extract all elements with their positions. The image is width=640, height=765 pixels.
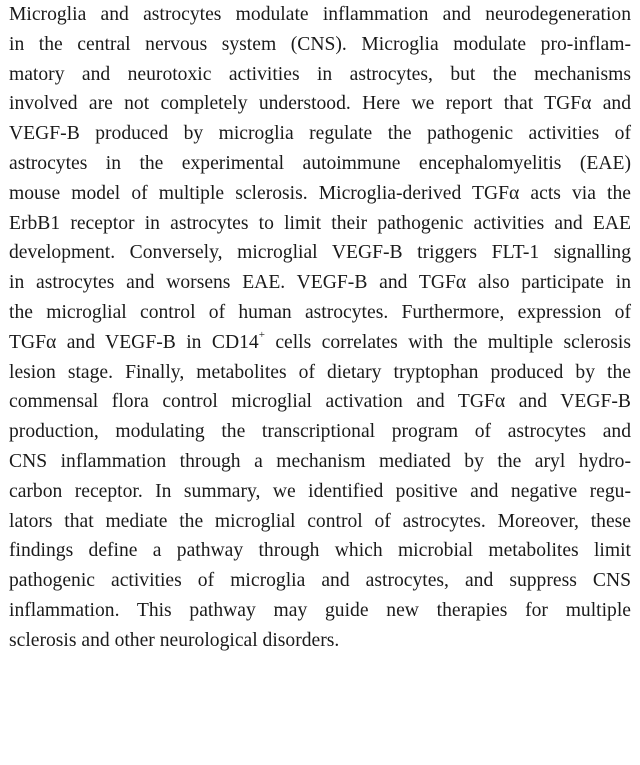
abstract-line-14: commensal flora control microglial activation and TGFα and VEGF-B [9,391,631,413]
abstract-paragraph [9,0,631,656]
abstract-line-2: in the central nervous system (CNS). Microglia modulate pro-inflam- [9,33,631,55]
superscript-plus: + [258,329,265,342]
abstract-line-15: production, modulating the transcriptional program of astrocytes and [9,421,631,443]
abstract-line-13: lesion stage. Finally, metabolites of dietary tryptophan produced by the [9,361,631,383]
abstract-line-21: inflammation. This pathway may guide new therapies for multiple [9,599,631,621]
abstract-line-3: matory and neurotoxic activities in astrocytes, but the mechanisms [9,63,631,85]
abstract-line-11: the microglial control of human astrocytes. Furthermore, expression of [9,301,631,323]
abstract-line-6: astrocytes in the experimental autoimmune encephalomyelitis (EAE) [9,152,631,174]
abstract-line-20: pathogenic activities of microglia and astrocytes, and suppress CNS [9,570,631,592]
abstract-line-4: involved are not completely understood. Here we report that TGFα and [9,93,631,115]
abstract-line-12 [9,328,631,358]
abstract-line-12-text: TGFα and VEGF-B in CD14+ cells correlates with the multiple sclerosis [9,329,631,353]
abstract-line-1: Microglia and astrocytes modulate inflammation and neurodegeneration [9,4,631,25]
abstract-line-16: CNS inflammation through a mechanism mediated by the aryl hydro- [9,450,631,472]
abstract-line-10: in astrocytes and worsens EAE. VEGF-B and TGFα also participate in [9,272,631,294]
abstract-line-9: development. Conversely, microglial VEGF-B triggers FLT-1 signalling [9,242,631,264]
abstract-line-18: lators that mediate the microglial control of astrocytes. Moreover, these [9,510,631,532]
abstract-line-17: carbon receptor. In summary, we identified positive and negative regu- [9,480,631,502]
abstract-line-5: VEGF-B produced by microglia regulate the pathogenic activities of [9,123,631,145]
abstract-line-19: findings define a pathway through which microbial metabolites limit [9,540,631,562]
abstract-line-22: sclerosis and other neurological disorders. [9,629,340,651]
abstract-line-8: ErbB1 receptor in astrocytes to limit their pathogenic activities and EAE [9,212,631,234]
abstract-line-7: mouse model of multiple sclerosis. Microglia-derived TGFα acts via the [9,182,631,204]
